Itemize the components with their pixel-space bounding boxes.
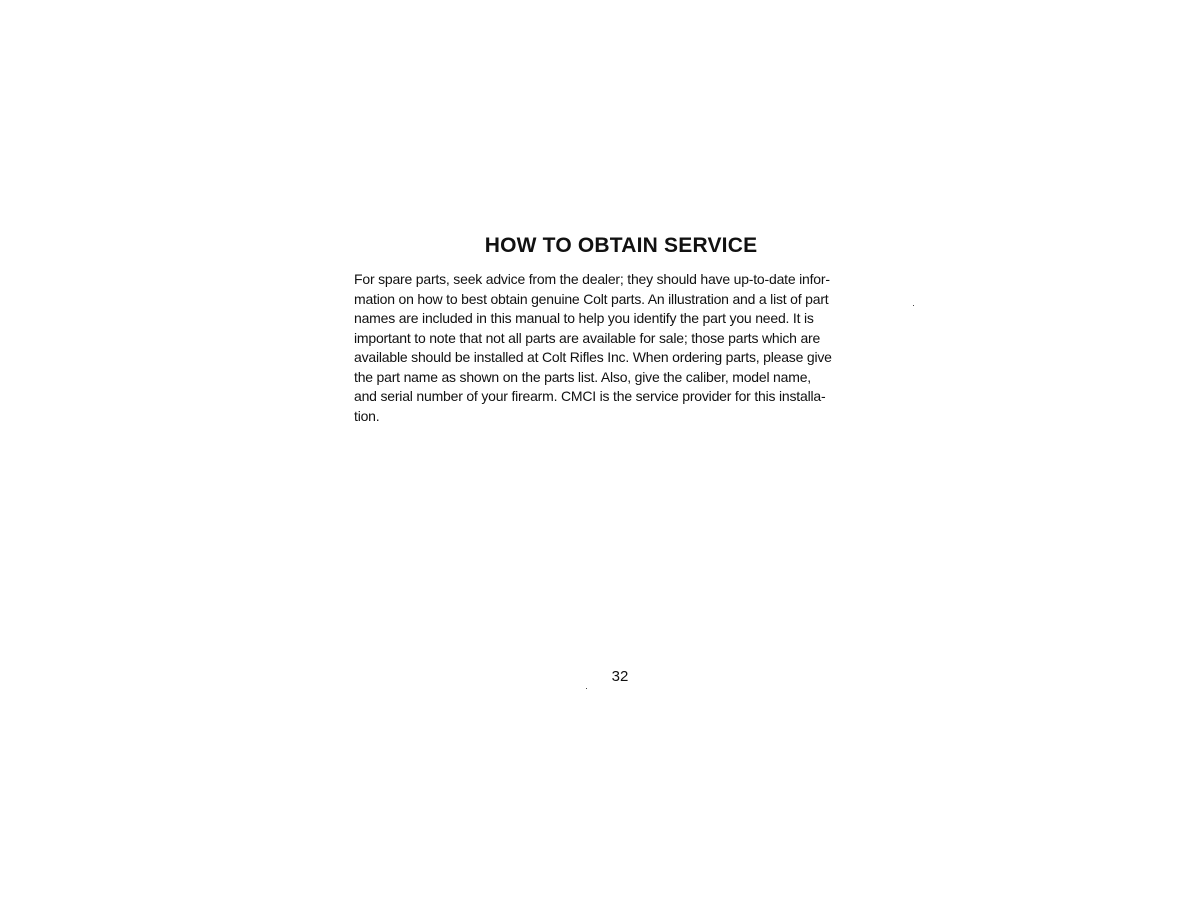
- paragraph-line: and serial number of your firearm. CMCI is the service provider for this installa-: [354, 388, 826, 404]
- scan-speck: [913, 305, 914, 306]
- paragraph-line: available should be installed at Colt Rifles Inc. When ordering parts, please give: [354, 349, 832, 365]
- paragraph-line: For spare parts, seek advice from the dealer; they should have up-to-date infor-: [354, 271, 830, 287]
- scan-speck: [586, 688, 587, 689]
- paragraph-line: important to note that not all parts are available for sale; those parts which are: [354, 329, 821, 346]
- page-title: HOW TO OBTAIN SERVICE: [484, 234, 758, 257]
- paragraph-line: mation on how to best obtain genuine Colt parts. An illustration and a list of part: [354, 290, 829, 307]
- page-number: 32: [611, 668, 629, 685]
- paragraph-line: names are included in this manual to help you identify the part you need. It is: [354, 310, 814, 326]
- paragraph-line: tion.: [354, 407, 380, 424]
- paragraph-line: the part name as shown on the parts list. Also, give the caliber, model name,: [354, 368, 811, 385]
- service-paragraph: [354, 270, 894, 426]
